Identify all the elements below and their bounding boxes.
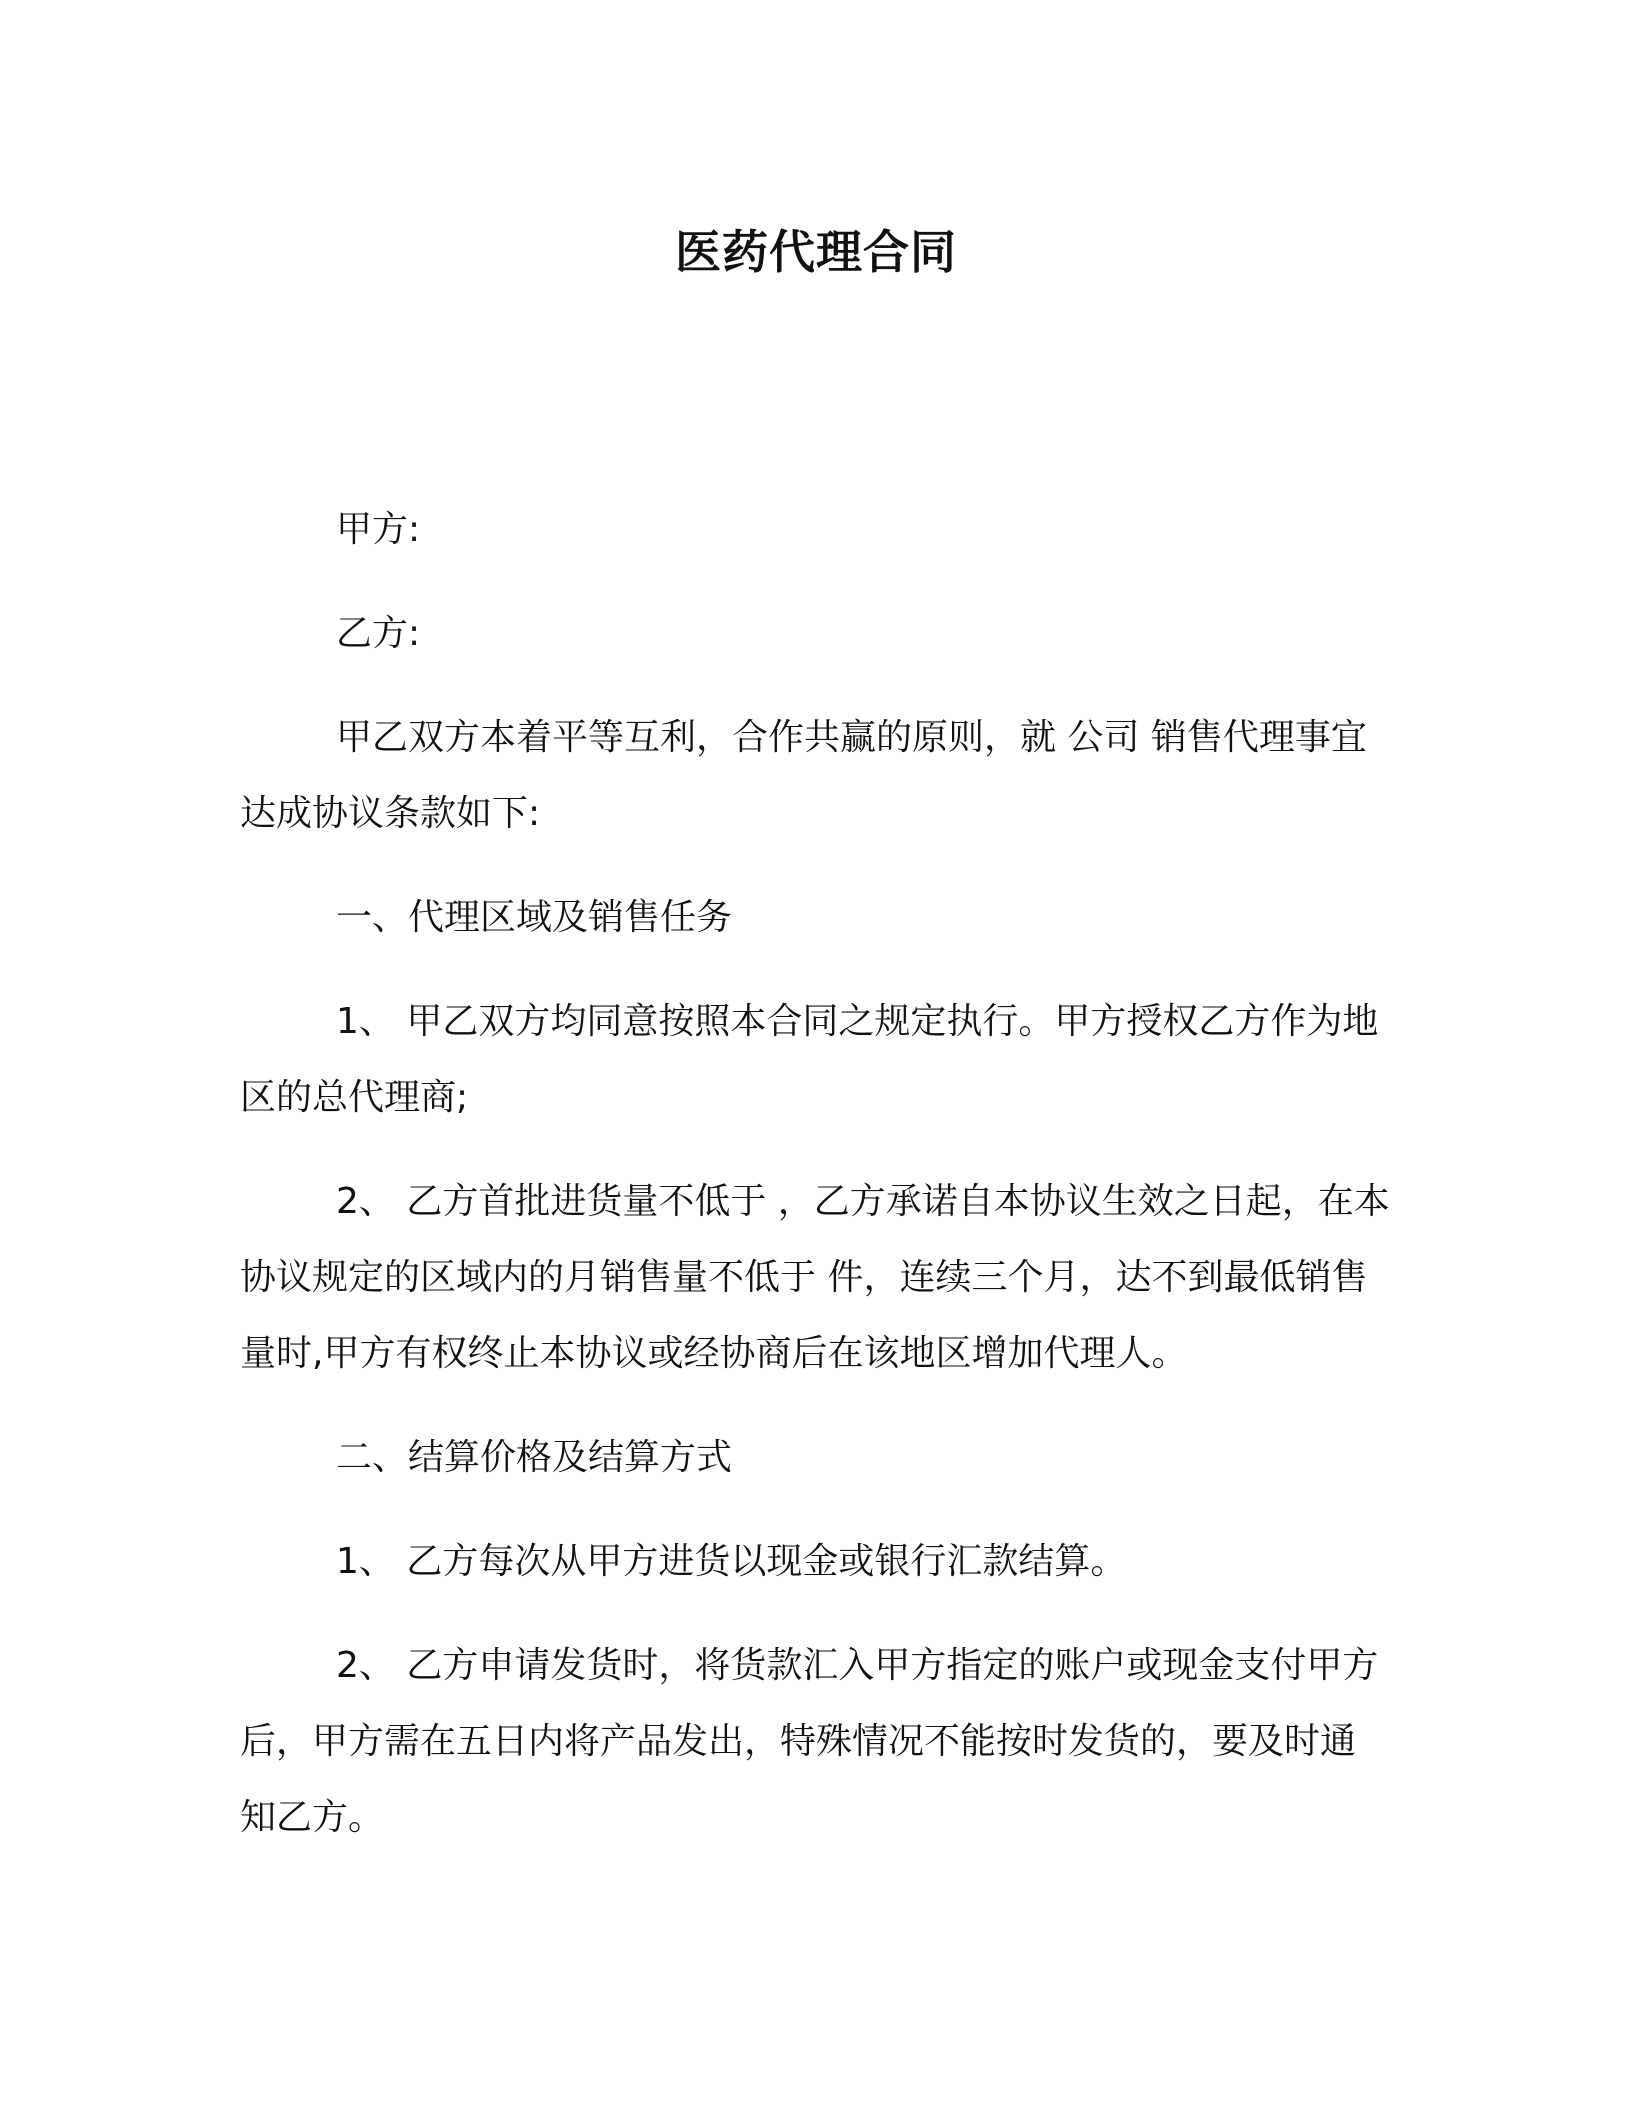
clause-2-2: 2、 乙方申请发货时，将货款汇入甲方指定的账户或现金支付甲方后，甲方需在五日内将产品发出，特殊情况不能按时发货的，要及时通知乙方。: [240, 1645, 1379, 1838]
paragraph-gap: [240, 1600, 1390, 1628]
paragraph-gap: [240, 852, 1390, 880]
document-body: [240, 492, 1390, 1856]
intro-paragraph: 甲乙双方本着平等互利，合作共赢的原则，就 公司 销售代理事宜达成协议条款如下:: [240, 717, 1367, 834]
section-heading-1: 一、代理区域及销售任务: [336, 897, 733, 938]
paragraph-gap: [240, 568, 1390, 596]
paragraph-gap: [240, 956, 1390, 984]
paragraph-gap: [240, 1136, 1390, 1164]
paragraph-gap: [240, 672, 1390, 700]
party-b-line: 乙方:: [336, 613, 421, 654]
document-title: 医药代理合同: [675, 225, 957, 279]
paragraph-gap: [240, 1392, 1390, 1420]
clause-2-1: 1、 乙方每次从甲方进货以现金或银行汇款结算。: [336, 1541, 1127, 1582]
party-a-line: 甲方:: [336, 509, 421, 550]
paragraph-gap: [240, 1496, 1390, 1524]
clause-1-2: 2、 乙方首批进货量不低于 ，乙方承诺自本协议生效之日起，在本协议规定的区域内的月销售量不低于 件，连续三个月，达不到最低销售量时,甲方有权终止本协议或经协商后在该地区增加代理人。: [240, 1181, 1390, 1374]
clause-1-1: 1、 甲乙双方均同意按照本合同之规定执行。甲方授权乙方作为地区的总代理商;: [240, 1001, 1379, 1118]
section-heading-2: 二、结算价格及结算方式: [336, 1437, 733, 1478]
